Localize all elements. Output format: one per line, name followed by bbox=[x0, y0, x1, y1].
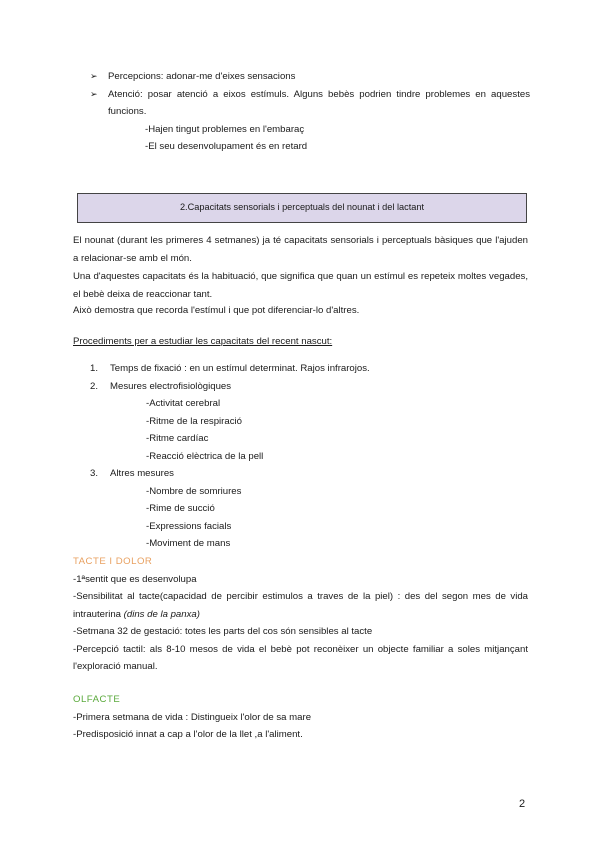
list-text: Mesures electrofisiològiques bbox=[110, 380, 232, 392]
tacte-heading: TACTE I DOLOR bbox=[73, 556, 153, 567]
list-item bbox=[90, 378, 520, 396]
list-item bbox=[90, 360, 520, 378]
tacte-line: -Sensibilitat al tacte(capacidad de percibir estimulos a traves de la piel) : des del segon mes de vida intrauterina (dins de la panxa) bbox=[73, 591, 528, 620]
sub-item: -Reacció elèctrica de la pell bbox=[146, 450, 264, 462]
procedures-list bbox=[90, 360, 520, 553]
procedures-heading: Procediments per a estudiar les capacitats del recent nascut: bbox=[73, 336, 333, 347]
arrow-bullet-icon: ➢ bbox=[90, 88, 98, 99]
tacte-italic-note: (dins de la panxa) bbox=[123, 608, 200, 620]
tacte-line: -Percepció tactil: als 8-10 mesos de vida el bebè pot reconèixer un objecte familiar a soles mitjançant l'exploració manual. bbox=[73, 643, 528, 672]
sub-item: -Ritme cardíac bbox=[146, 433, 209, 444]
tacte-section bbox=[73, 553, 528, 676]
sub-item: -Rime de succió bbox=[146, 503, 215, 514]
olfacte-line: -Primera setmana de vida : Distingueix l'olor de sa mare bbox=[73, 711, 312, 723]
sub-item: -El seu desenvolupament és en retard bbox=[145, 141, 308, 152]
paragraph: El nounat (durant les primeres 4 setmanes) ja té capacitats sensorials i perceptuals bàsiques que l'ajuden a relacionar-se amb el món. bbox=[73, 235, 528, 264]
section-title-box bbox=[77, 193, 527, 223]
olfacte-line: -Predisposició innat a cap a l'olor de la llet ,a l'aliment. bbox=[73, 729, 303, 740]
sub-item: -Activitat cerebral bbox=[146, 398, 221, 409]
olfacte-section bbox=[73, 691, 528, 744]
sub-item: -Ritme de la respiració bbox=[146, 415, 242, 427]
tacte-line: -Setmana 32 de gestació: totes les parts del cos són sensibles al tacte bbox=[73, 626, 373, 637]
list-number: 1. bbox=[90, 363, 99, 374]
arrow-bullet-icon: ➢ bbox=[90, 71, 98, 81]
bullet-text: Atenció: posar atenció a eixos estímuls. Alguns bebès podrien tindre problemes en aquestes funcions. bbox=[108, 88, 530, 117]
bullet-item bbox=[90, 86, 530, 121]
bullet-item bbox=[90, 68, 530, 86]
section-title: 2.Capacitats sensorials i perceptuals del nounat i del lactant bbox=[179, 202, 425, 213]
intro-bullet-list bbox=[90, 68, 530, 156]
sub-item: -Expressions facials bbox=[146, 520, 232, 532]
olfacte-heading: OLFACTE bbox=[73, 694, 121, 705]
sub-item: -Moviment de mans bbox=[146, 538, 231, 549]
list-number: 2. bbox=[90, 380, 99, 392]
sub-item: -Hajen tingut problemes en l'embaraç bbox=[145, 123, 305, 135]
page-number: 2 bbox=[519, 798, 526, 810]
list-number: 3. bbox=[90, 468, 99, 479]
list-text: Altres mesures bbox=[110, 468, 174, 479]
sub-item: -Nombre de somriures bbox=[146, 485, 242, 497]
paragraph: Una d'aquestes capacitats és la habituació, que significa que quan un estímul es repeteix moltes vegades, el bebè deixa de reaccionar tant. bbox=[73, 271, 528, 300]
list-text: Temps de fixació : en un estímul determinat. Rajos infrarojos. bbox=[110, 363, 370, 374]
tacte-line: -1ªsentit que es desenvolupa bbox=[73, 573, 197, 585]
bullet-text: Percepcions: adonar-me d'eixes sensacions bbox=[108, 71, 296, 82]
list-item bbox=[90, 465, 520, 483]
paragraph: Això demostra que recorda l'estímul i que pot diferenciar-lo d'altres. bbox=[73, 305, 360, 316]
